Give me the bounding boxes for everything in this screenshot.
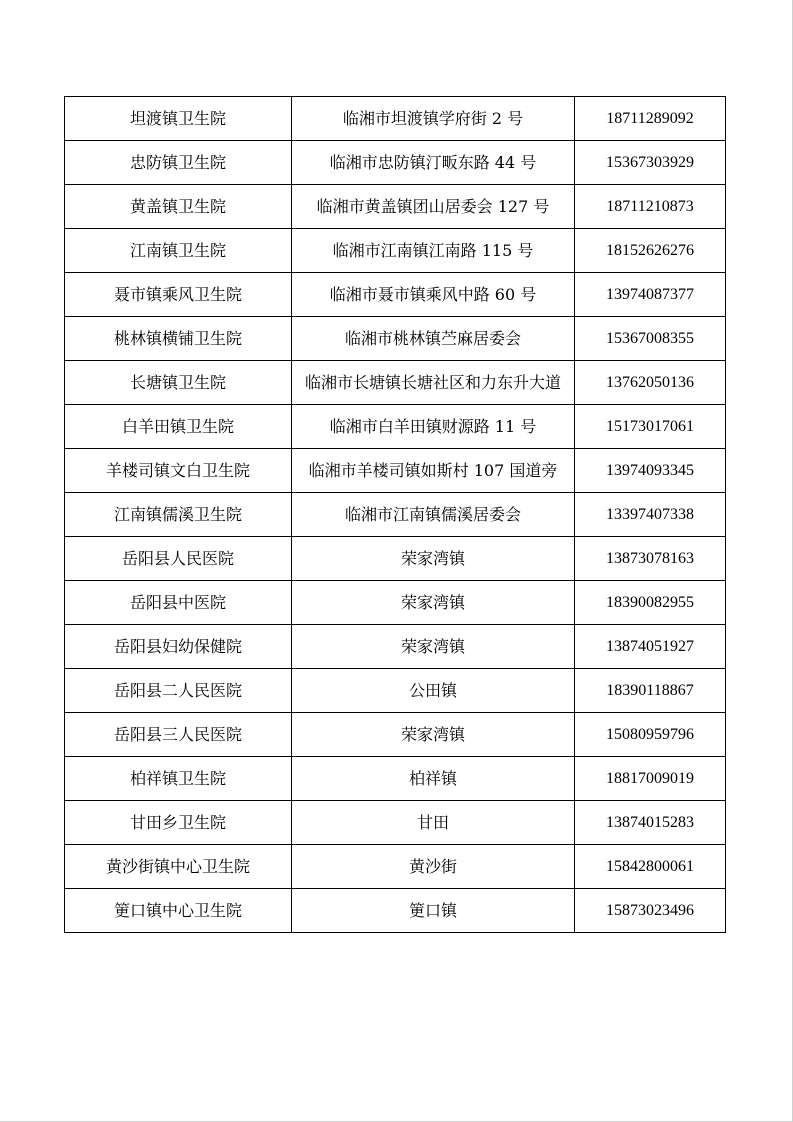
table-row [65, 757, 726, 801]
phone-cell: 18390118867 [575, 669, 726, 713]
hospital-name-cell: 柏祥镇卫生院 [65, 757, 292, 801]
table-row [65, 801, 726, 845]
phone-cell: 13873078163 [575, 537, 726, 581]
address-cell: 柏祥镇 [292, 757, 575, 801]
address-cell: 临湘市黄盖镇团山居委会 127 号 [292, 185, 575, 229]
phone-cell: 13874015283 [575, 801, 726, 845]
phone-cell: 18711210873 [575, 185, 726, 229]
address-cell: 临湘市长塘镇长塘社区和力东升大道 [292, 361, 575, 405]
phone-cell: 13397407338 [575, 493, 726, 537]
address-cell: 临湘市白羊田镇财源路 11 号 [292, 405, 575, 449]
address-cell: 临湘市坦渡镇学府街 2 号 [292, 97, 575, 141]
hospital-name-cell: 筻口镇中心卫生院 [65, 889, 292, 933]
address-cell: 荣家湾镇 [292, 713, 575, 757]
table-row [65, 581, 726, 625]
hospital-name-cell: 黄盖镇卫生院 [65, 185, 292, 229]
phone-cell: 18390082955 [575, 581, 726, 625]
hospital-name-cell: 岳阳县二人民医院 [65, 669, 292, 713]
address-cell: 临湘市江南镇江南路 115 号 [292, 229, 575, 273]
hospital-name-cell: 羊楼司镇文白卫生院 [65, 449, 292, 493]
phone-cell: 13974087377 [575, 273, 726, 317]
table-row [65, 625, 726, 669]
table-row [65, 273, 726, 317]
hospital-name-cell: 岳阳县人民医院 [65, 537, 292, 581]
table-row [65, 537, 726, 581]
phone-cell: 13974093345 [575, 449, 726, 493]
phone-cell: 18152626276 [575, 229, 726, 273]
hospital-name-cell: 岳阳县妇幼保健院 [65, 625, 292, 669]
address-cell: 甘田 [292, 801, 575, 845]
hospital-name-cell: 岳阳县中医院 [65, 581, 292, 625]
table-row [65, 97, 726, 141]
address-cell: 临湘市桃林镇苎麻居委会 [292, 317, 575, 361]
phone-cell: 18817009019 [575, 757, 726, 801]
hospital-name-cell: 甘田乡卫生院 [65, 801, 292, 845]
hospital-name-cell: 忠防镇卫生院 [65, 141, 292, 185]
address-cell: 荣家湾镇 [292, 537, 575, 581]
address-cell: 公田镇 [292, 669, 575, 713]
address-cell: 临湘市江南镇儒溪居委会 [292, 493, 575, 537]
table-row [65, 449, 726, 493]
address-cell: 临湘市羊楼司镇如斯村 107 国道旁 [292, 449, 575, 493]
phone-cell: 15080959796 [575, 713, 726, 757]
table-row [65, 141, 726, 185]
phone-cell: 15173017061 [575, 405, 726, 449]
address-cell: 临湘市忠防镇汀畈东路 44 号 [292, 141, 575, 185]
hospital-name-cell: 江南镇卫生院 [65, 229, 292, 273]
phone-cell: 15367008355 [575, 317, 726, 361]
table-row [65, 493, 726, 537]
table-row [65, 669, 726, 713]
address-cell: 荣家湾镇 [292, 581, 575, 625]
phone-cell: 15842800061 [575, 845, 726, 889]
table-row [65, 405, 726, 449]
address-cell: 筻口镇 [292, 889, 575, 933]
table-row [65, 317, 726, 361]
table-row [65, 889, 726, 933]
table-body [65, 97, 726, 933]
hospital-name-cell: 岳阳县三人民医院 [65, 713, 292, 757]
table-row [65, 185, 726, 229]
hospital-name-cell: 黄沙街镇中心卫生院 [65, 845, 292, 889]
hospital-name-cell: 坦渡镇卫生院 [65, 97, 292, 141]
hospital-name-cell: 桃林镇横铺卫生院 [65, 317, 292, 361]
table-row [65, 361, 726, 405]
table-row [65, 229, 726, 273]
table-row [65, 845, 726, 889]
hospital-name-cell: 白羊田镇卫生院 [65, 405, 292, 449]
address-cell: 黄沙街 [292, 845, 575, 889]
hospital-name-cell: 长塘镇卫生院 [65, 361, 292, 405]
phone-cell: 15367303929 [575, 141, 726, 185]
address-cell: 荣家湾镇 [292, 625, 575, 669]
address-cell: 临湘市聂市镇乘风中路 60 号 [292, 273, 575, 317]
hospital-name-cell: 江南镇儒溪卫生院 [65, 493, 292, 537]
hospital-directory-table [64, 96, 726, 933]
phone-cell: 18711289092 [575, 97, 726, 141]
phone-cell: 13762050136 [575, 361, 726, 405]
phone-cell: 15873023496 [575, 889, 726, 933]
hospital-name-cell: 聂市镇乘风卫生院 [65, 273, 292, 317]
phone-cell: 13874051927 [575, 625, 726, 669]
table-row [65, 713, 726, 757]
